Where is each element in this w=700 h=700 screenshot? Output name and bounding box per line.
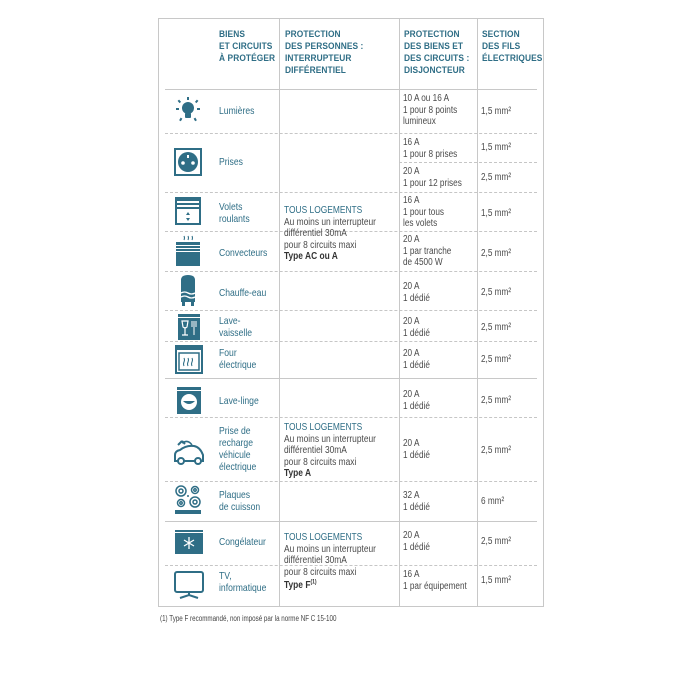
item-name: Prises — [219, 156, 243, 168]
socket-icon — [172, 147, 204, 177]
light-bulb-icon — [172, 96, 204, 126]
rcd-requirement-group-1: TOUS LOGEMENTS Au moins un interrupteur différentiel 30mA pour 8 circuits maxi Type AC ou A — [284, 205, 376, 262]
header-wire-section: SECTION DES FILS ÉLECTRIQUES — [482, 29, 543, 64]
wire-section: 2,5 mm² — [481, 287, 512, 298]
column-divider — [477, 19, 478, 606]
tv-computer-icon — [172, 570, 204, 600]
wire-section: 2,5 mm² — [481, 395, 512, 406]
item-name: Congélateur — [219, 536, 266, 548]
breaker-spec: 20 A 1 pour 12 prises — [403, 166, 462, 189]
breaker-spec: 20 A 1 dédié — [403, 316, 430, 339]
item-name: Lave-linge — [219, 395, 259, 407]
breaker-spec: 16 A 1 par équipement — [403, 569, 467, 592]
breaker-spec: 32 A 1 dédié — [403, 490, 430, 513]
roller-shutter-icon — [172, 197, 204, 227]
rcd-requirement-group-2: TOUS LOGEMENTS Au moins un interrupteur différentiel 30mA pour 8 circuits maxi Type A — [284, 422, 376, 479]
item-name: Convecteurs — [219, 247, 268, 259]
wire-section: 2,5 mm² — [481, 536, 512, 547]
convector-icon — [172, 235, 204, 265]
electrical-protection-table — [158, 18, 544, 607]
wire-section: 1,5 mm² — [481, 208, 512, 219]
group-divider — [165, 521, 537, 522]
dishwasher-icon — [172, 313, 204, 341]
breaker-spec: 20 A 1 dédié — [403, 389, 430, 412]
ev-charger-icon — [172, 433, 204, 467]
footnote: (1) Type F recommandé, non imposé par la norme NF C 15-100 — [160, 614, 337, 623]
breaker-spec: 20 A 1 par tranche de 4500 W — [403, 234, 452, 268]
water-heater-icon — [172, 274, 204, 308]
breaker-spec: 16 A 1 pour 8 prises — [403, 137, 458, 160]
item-name: Volets roulants — [219, 201, 250, 225]
wire-section: 2,5 mm² — [481, 354, 512, 365]
wire-section: 2,5 mm² — [481, 172, 512, 183]
wire-section: 1,5 mm² — [481, 575, 512, 586]
column-divider — [279, 19, 280, 606]
rcd-requirement-group-3: TOUS LOGEMENTS Au moins un interrupteur différentiel 30mA pour 8 circuits maxi Type $F^{(1)}$ — [284, 532, 376, 592]
header-person-protection: PROTECTION DES PERSONNES : INTERRUPTEUR DIFFÉRENTIEL — [285, 29, 364, 76]
breaker-spec: 10 A ou 16 A 1 pour 8 points lumineux — [403, 93, 458, 127]
wire-section: 1,5 mm² — [481, 106, 512, 117]
column-divider — [399, 19, 400, 606]
breaker-spec: 20 A 1 dédié — [403, 281, 430, 304]
washing-machine-icon — [172, 386, 204, 416]
item-name: Lumières — [219, 105, 255, 117]
item-name: Lave- vaisselle — [219, 315, 253, 339]
breaker-spec: 20 A 1 dédié — [403, 348, 430, 371]
group-divider — [165, 378, 537, 379]
freezer-icon — [172, 527, 204, 557]
breaker-spec: 16 A 1 pour tous les volets — [403, 195, 445, 229]
wire-section: 2,5 mm² — [481, 445, 512, 456]
wire-section: 2,5 mm² — [481, 248, 512, 259]
breaker-spec: 20 A 1 dédié — [403, 438, 430, 461]
wire-section: 1,5 mm² — [481, 142, 512, 153]
wire-section: 2,5 mm² — [481, 322, 512, 333]
item-name: Plaques de cuisson — [219, 489, 261, 513]
header-breaker: PROTECTION DES BIENS ET DES CIRCUITS : DISJONCTEUR — [404, 29, 470, 76]
wire-section: 6 mm² — [481, 496, 505, 507]
header-items: BIENS ET CIRCUITS À PROTÉGER — [219, 29, 276, 64]
item-name: Prise de recharge véhicule électrique — [219, 425, 257, 473]
item-name: Chauffe-eau — [219, 287, 267, 299]
cooktop-icon — [172, 484, 204, 514]
header-divider — [165, 89, 537, 90]
oven-icon — [172, 345, 204, 375]
item-name: TV, informatique — [219, 570, 267, 594]
item-name: Four électrique — [219, 347, 257, 371]
breaker-spec: 20 A 1 dédié — [403, 530, 430, 553]
